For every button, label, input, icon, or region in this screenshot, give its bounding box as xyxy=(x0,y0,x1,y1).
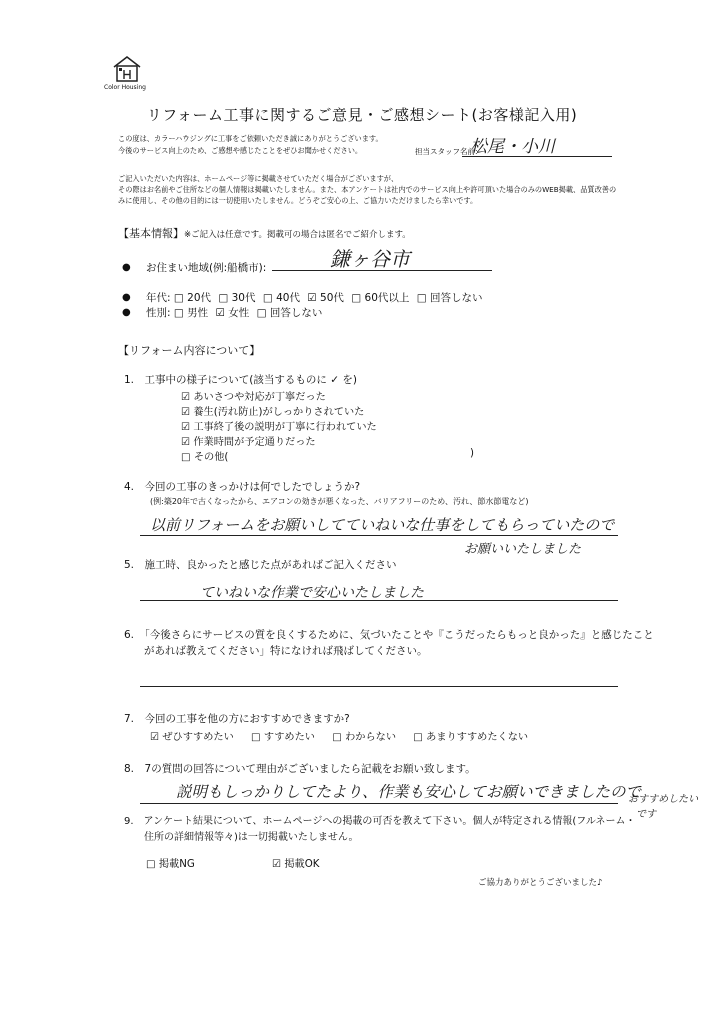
notice-line-2: その際はお名前やご住所などの個人情報は掲載いたしません。また、本アンケートは社内でのサービス向上や許可頂いた場合のみのWEB掲載、品質改善の xyxy=(118,185,617,194)
age-option-20[interactable]: □ 20代 xyxy=(173,292,212,304)
q8-answer-handwritten-1: 説明もしっかりしてたより、作業も安心してお願いできましたので xyxy=(176,783,642,801)
q1-option-other[interactable]: □ その他( xyxy=(181,452,229,463)
staff-underline xyxy=(462,156,612,157)
gender-option-male[interactable]: □ 男性 xyxy=(173,307,209,319)
q7-option-definitely[interactable]: ☑ ぜひすすめたい xyxy=(150,732,234,743)
notice-line-3: みに使用し、その他の目的には一切使用いたしません。どうぞご安心の上、ご協力いただけましたら幸いです。 xyxy=(118,196,478,205)
q9-option-ng[interactable]: □ 掲載NG xyxy=(146,859,195,870)
intro-line-2: 今後のサービス向上のため、ご感想や感じたことをぜひお聞かせください。 xyxy=(118,146,363,155)
q1-text: 1. 工事中の様子について(該当するものに ✓ を) xyxy=(124,374,357,386)
q1-option-protection[interactable]: ☑ 養生(汚れ防止)がしっかりされていた xyxy=(181,407,365,418)
bullet-icon: ● xyxy=(122,292,131,303)
bullet-icon: ● xyxy=(122,262,131,273)
basic-info-heading xyxy=(118,225,411,241)
basic-info-note: ※ご記入は任意です。掲載可の場合は匿名でご紹介します。 xyxy=(184,230,411,240)
staff-name-handwritten: 松尾・小川 xyxy=(470,137,555,157)
q4-text: 4. 今回の工事のきっかけは何でしたでしょうか? xyxy=(124,481,361,493)
q1-option-other-close: ) xyxy=(470,448,474,459)
q4-underline xyxy=(140,535,618,536)
gender-row xyxy=(146,305,322,320)
staff-label: 担当スタッフ名前: xyxy=(415,147,478,156)
q6-line-1: 6. 「今後さらにサービスの質を良くするために、気づいたことや『こうだったらもっと良かった』と感じたこと xyxy=(124,629,654,641)
q5-answer-handwritten: ていねいな作業で安心いたしました xyxy=(200,585,424,601)
age-label: 年代: xyxy=(146,292,171,304)
q7-option-not-really[interactable]: □ あまりすすめたくない xyxy=(413,732,529,743)
q8-underline xyxy=(140,803,618,804)
q1-option-schedule[interactable]: ☑ 作業時間が予定通りだった xyxy=(181,437,316,448)
gender-option-no-answer[interactable]: □ 回答しない xyxy=(256,307,323,319)
house-logo-icon xyxy=(112,55,142,83)
q6-line-2: があれば教えてください」特になければ飛ばしてください。 xyxy=(144,645,428,657)
q9-line-2: 住所の詳細情報等々)は一切掲載いたしません。 xyxy=(144,832,359,843)
q7-option-recommend[interactable]: □ すすめたい xyxy=(251,732,315,743)
q8-text: 8. 7の質問の回答について理由がございましたら記載をお願い致します。 xyxy=(124,763,476,775)
reform-heading: 【リフォーム内容について】 xyxy=(118,344,261,357)
bullet-icon: ● xyxy=(122,307,131,318)
page-title: リフォーム工事に関するご意見・ご感想シート(お客様記入用) xyxy=(146,106,578,124)
age-row xyxy=(146,290,483,305)
q6-underline xyxy=(140,686,618,687)
q5-text: 5. 施工時、良かったと感じた点があればご記入ください xyxy=(124,559,397,571)
company-logo xyxy=(104,55,164,95)
q7-options xyxy=(150,728,528,743)
q7-text: 7. 今回の工事を他の方におすすめできますか? xyxy=(124,713,350,725)
notice-line-1: ご記入いただいた内容は、ホームページ等に掲載させていただく場合がございますが、 xyxy=(118,174,399,183)
q1-option-greeting[interactable]: ☑ あいさつや対応が丁寧だった xyxy=(181,392,326,403)
age-option-30[interactable]: □ 30代 xyxy=(218,292,256,304)
age-option-no-answer[interactable]: □ 回答しない xyxy=(416,292,483,304)
q8-answer-handwritten-2: おすすめしたい xyxy=(628,794,699,805)
thanks-text: ご協力ありがとうございました♪ xyxy=(478,878,603,888)
q1-option-explanation[interactable]: ☑ 工事終了後の説明が丁寧に行われていた xyxy=(181,422,377,433)
q5-underline xyxy=(140,600,618,601)
gender-label: 性別: xyxy=(146,307,171,319)
gender-option-female[interactable]: ☑ 女性 xyxy=(215,307,250,319)
intro-line-1: この度は、カラーハウジングに工事をご依頼いただき誠にありがとうございます。 xyxy=(118,134,383,143)
area-label: お住まい地域(例:船橋市): xyxy=(146,262,267,274)
q8-answer-handwritten-3: です xyxy=(636,809,656,820)
basic-info-heading-text: 【基本情報】 xyxy=(118,227,184,240)
age-option-50[interactable]: ☑ 50代 xyxy=(307,292,344,304)
q4-answer-handwritten-2: お願いいたしました xyxy=(464,542,582,557)
q7-option-unsure[interactable]: □ わからない xyxy=(332,732,397,743)
q9-line-1: 9. アンケート結果について、ホームページへの掲載の可否を教えて下さい。個人が特定される情報(フルネーム・ xyxy=(124,816,636,827)
age-option-60plus[interactable]: □ 60代以上 xyxy=(351,292,410,304)
logo-brand-text: Color Housing xyxy=(104,84,146,91)
q4-example: (例:築20年で古くなったから、エアコンの効きが悪くなった、バリアフリーのため、汚れ、節水節電など) xyxy=(150,497,529,506)
q9-option-ok[interactable]: ☑ 掲載OK xyxy=(272,859,320,870)
age-option-40[interactable]: □ 40代 xyxy=(262,292,300,304)
area-underline xyxy=(272,270,492,271)
q4-answer-handwritten-1: 以前リフォームをお願いしてていねいな仕事をしてもらっていたので xyxy=(150,516,615,534)
area-value-handwritten: 鎌ヶ谷市 xyxy=(330,247,410,271)
